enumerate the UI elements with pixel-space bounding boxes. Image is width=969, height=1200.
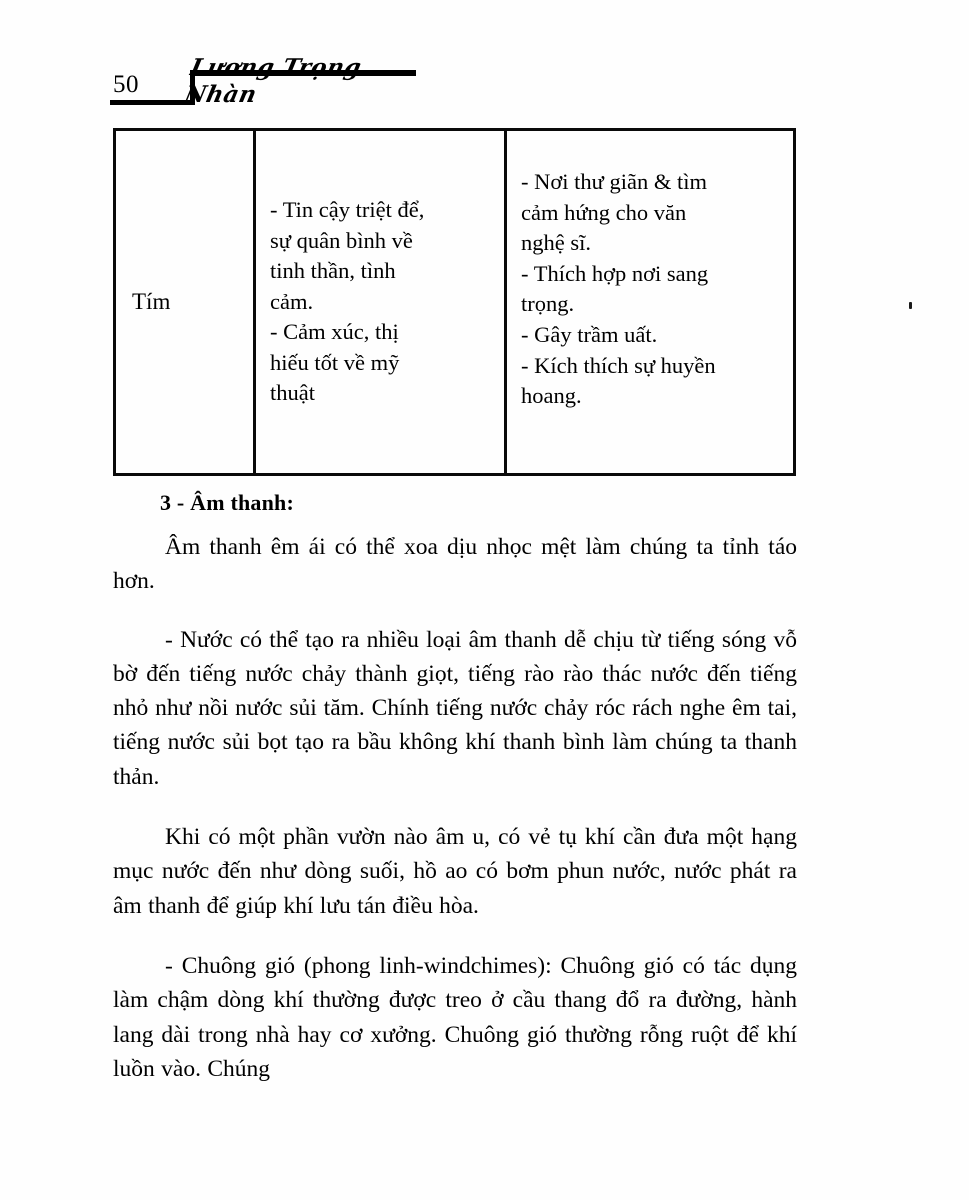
running-header	[0, 0, 969, 120]
effects-line: - Tin cậy triệt để,	[270, 196, 425, 222]
table-cell-color-name	[116, 131, 256, 473]
effects-line: cảm.	[270, 288, 314, 314]
effects-text	[256, 195, 434, 409]
usage-line: nghệ sĩ.	[521, 230, 591, 256]
usage-line: - Thích hợp nơi sang	[521, 260, 709, 286]
usage-text	[507, 167, 726, 412]
effects-line: tinh thần, tình	[270, 258, 396, 284]
section-heading: 3 - Âm thanh:	[160, 490, 294, 515]
usage-line: cảm hứng cho văn	[521, 199, 687, 225]
effects-line: sự quân bình về	[270, 227, 413, 253]
usage-line: - Kích thích sự huyền	[521, 352, 716, 378]
usage-line: trọng.	[521, 291, 575, 317]
usage-line: - Nơi thư giãn & tìm	[521, 169, 707, 194]
author-name: Lương Trọng Nhàn	[182, 54, 364, 108]
paragraph: - Chuông gió (phong linh-windchimes): Chuông gió có tác dụng làm chậm dòng khí thường được treo ở cầu thang đổ ra đường, hành lang dài trong nhà hay cơ xưởng. Chuông gió thường rỗng ruột để khí luồn vào. Chúng	[113, 952, 797, 1082]
color-name-label: Tím	[132, 289, 171, 314]
page-body	[113, 490, 797, 1086]
effects-line: - Cảm xúc, thị	[270, 319, 399, 345]
usage-line: - Gây trầm uất.	[521, 321, 658, 347]
paragraph: - Nước có thể tạo ra nhiều loại âm thanh dễ chịu từ tiếng sóng vỗ bờ đến tiếng nước chảy thành giọt, tiếng rào rào thác nước đến tiếng nhỏ như nồi nước sủi tăm. Chính tiếng nước chảy róc rách nghe êm tai, tiếng nước sủi bọt tạo ra bầu không khí thanh bình làm chúng ta thanh thản.	[113, 626, 797, 790]
page-number: 50	[113, 71, 139, 98]
table-cell-usage	[507, 131, 793, 473]
effects-line: hiếu tốt về mỹ	[270, 349, 400, 375]
scan-artifact-speck	[909, 302, 912, 309]
paragraph: Âm thanh êm ái có thể xoa dịu nhọc mệt làm chúng ta tỉnh táo hơn.	[113, 534, 797, 595]
color-properties-table	[113, 128, 796, 476]
usage-line: hoang.	[521, 383, 582, 409]
table-cell-effects	[256, 131, 507, 473]
effects-line: thuật	[270, 380, 315, 406]
paragraph: Khi có một phần vườn nào âm u, có vẻ tụ khí cần đưa một hạng mục nước đến như dòng suối, hồ ao có bơm phun nước, nước phát ra âm thanh để giúp khí lưu tán điều hòa.	[113, 824, 797, 919]
